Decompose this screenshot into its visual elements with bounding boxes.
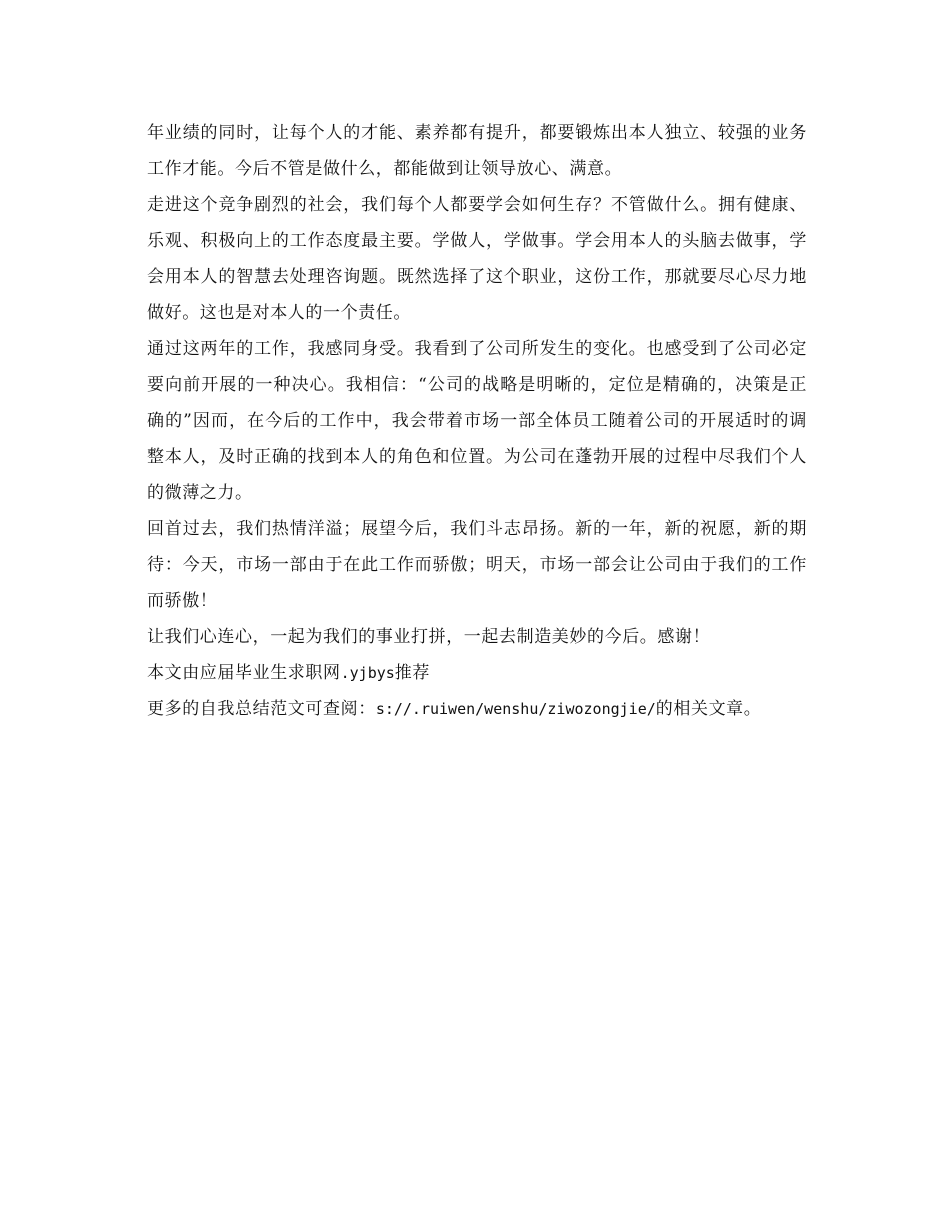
- paragraph-closing: 让我们心连心，一起为我们的事业打拼，一起去制造美妙的今后。感谢！: [147, 627, 711, 647]
- paragraph-performance: 年业绩的同时，让每个人的才能、素养都有提升，都要锻炼出本人独立、较强的业务工作才能。今后不管是做什么，都能做到让领导放心、满意。: [147, 123, 807, 179]
- paragraph-society: 走进这个竞争剧烈的社会，我们每个人都要学会如何生存？不管做什么。拥有健康、乐观、积极向上的工作态度最主要。学做人，学做事。学会用本人的头脑去做事，学会用本人的智慧去处理咨询题。既然选择了这个职业，这份工作，那就要尽心尽力地做好。这也是对本人的一个责任。: [147, 195, 807, 323]
- more-suffix: 的相关文章。: [655, 699, 762, 719]
- recommend-prefix: 本文由应届毕业生求职网: [147, 663, 341, 683]
- paragraph-outlook: 回首过去，我们热情洋溢；展望今后，我们斗志昂扬。新的一年，新的祝愿，新的期待：今天，市场一部由于在此工作而骄傲；明天，市场一部会让公司由于我们的工作而骄傲！: [147, 519, 807, 611]
- recommend-suffix: 推荐: [394, 663, 430, 683]
- more-articles-line: [147, 691, 807, 727]
- document-body: [147, 115, 807, 727]
- recommend-line: [147, 655, 807, 691]
- more-prefix: 更多的自我总结范文可查阅：: [147, 699, 376, 719]
- paragraph-two-years: 通过这两年的工作，我感同身受。我看到了公司所发生的变化。也感受到了公司必定要向前开展的一种决心。我相信：“公司的战略是明晰的，定位是精确的，决策是正确的”因而，在今后的工作中，我会带着市场一部全体员工随着公司的开展适时的调整本人，及时正确的找到本人的角色和位置。为公司在蓬勃开展的过程中尽我们个人的微薄之力。: [147, 339, 807, 503]
- recommend-site: .yjbys: [340, 664, 395, 682]
- more-url[interactable]: s://.ruiwen/wenshu/ziwozongjie/: [375, 700, 656, 718]
